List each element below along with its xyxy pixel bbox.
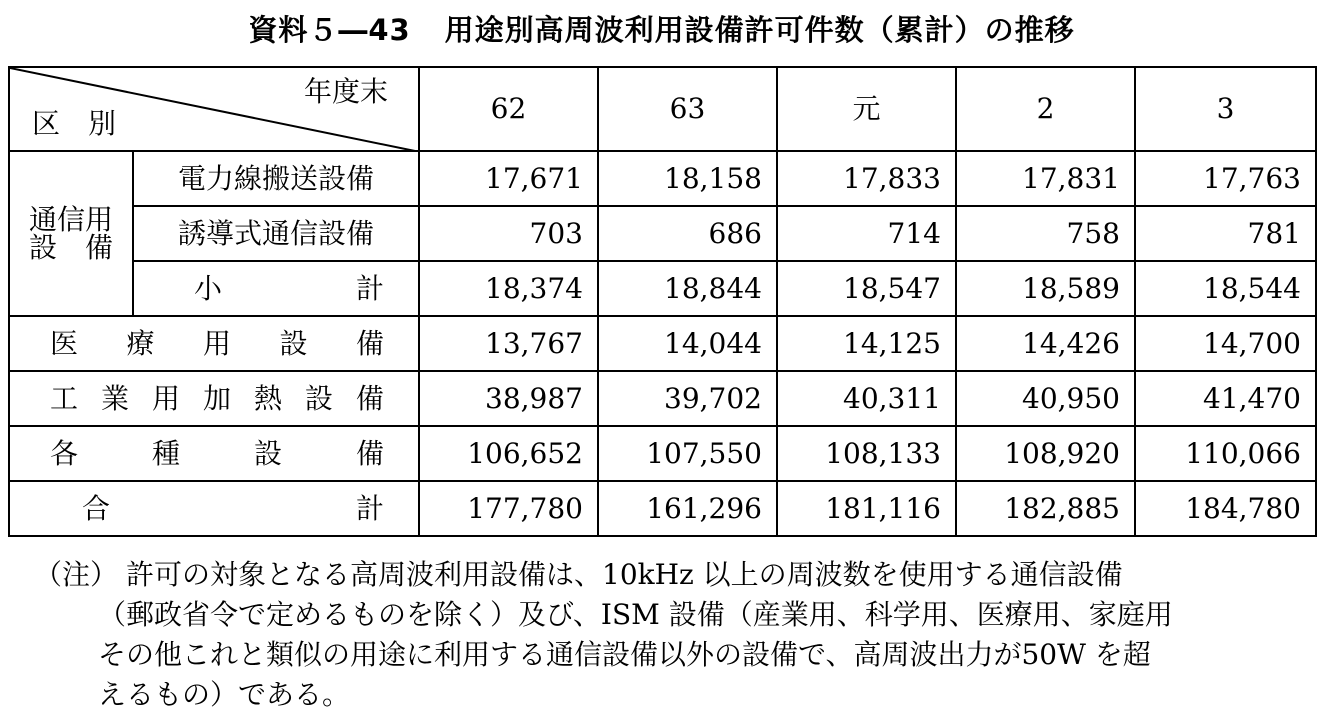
corner-header-cell xyxy=(9,67,419,151)
table-cell: 686 xyxy=(598,206,777,261)
footnote-text: 許可の対象となる高周波利用設備は、10kHz 以上の周波数を使用する通信設備 xyxy=(126,558,1123,591)
title-number: 資料５―43 xyxy=(248,13,411,47)
header-row xyxy=(9,67,1316,151)
table-cell: 14,426 xyxy=(956,316,1135,371)
statistics-table xyxy=(8,66,1317,537)
label-char: 備 xyxy=(355,381,384,415)
table-row xyxy=(9,426,1316,481)
label-char: 計 xyxy=(355,491,384,525)
label-char: 小 xyxy=(194,271,223,305)
table-cell: 714 xyxy=(777,206,956,261)
table-row xyxy=(9,261,1316,316)
table-cell: 14,044 xyxy=(598,316,777,371)
table-cell: 106,652 xyxy=(419,426,598,481)
footnote-line: えるもの）である。 xyxy=(98,678,351,711)
year-header: 元 xyxy=(777,67,956,151)
table-cell: 108,920 xyxy=(956,426,1135,481)
table-row-total xyxy=(9,481,1316,536)
table-cell: 184,780 xyxy=(1135,481,1316,536)
table-cell: 40,311 xyxy=(777,371,956,426)
table-cell: 18,547 xyxy=(777,261,956,316)
label-char: 工 xyxy=(50,381,79,415)
table-cell: 14,125 xyxy=(777,316,956,371)
table-cell: 41,470 xyxy=(1135,371,1316,426)
table-cell: 17,833 xyxy=(777,151,956,206)
table-cell: 703 xyxy=(419,206,598,261)
label-char: 業 xyxy=(100,381,129,415)
footnote-line: その他これと類似の用途に利用する通信設備以外の設備で、高周波出力が50W を超 xyxy=(98,638,1151,671)
label-char: 用 xyxy=(151,381,180,415)
table-cell: 107,550 xyxy=(598,426,777,481)
group-label-line: 設 備 xyxy=(28,230,113,264)
table-cell: 161,296 xyxy=(598,481,777,536)
label-char: 用 xyxy=(202,326,231,360)
label-char: 加 xyxy=(202,381,231,415)
row-label: 電力線搬送設備 xyxy=(133,151,419,206)
label-char: 各 xyxy=(50,436,79,470)
footnote xyxy=(34,555,1294,715)
title-text: 用途別高周波利用設備許可件数（累計）の推移 xyxy=(444,13,1075,47)
table-row xyxy=(9,206,1316,261)
row-label-medical xyxy=(9,316,419,371)
group-label-communication xyxy=(9,151,133,316)
table-cell: 18,158 xyxy=(598,151,777,206)
table-cell: 40,950 xyxy=(956,371,1135,426)
label-char: 種 xyxy=(151,436,180,470)
year-header: 2 xyxy=(956,67,1135,151)
category-label: 区 別 xyxy=(32,107,117,140)
footnote-line: （郵政省令で定めるものを除く）及び、ISM 設備（産業用、科学用、医療用、家庭用 xyxy=(98,598,1173,631)
label-char: 備 xyxy=(355,326,384,360)
table-cell: 110,066 xyxy=(1135,426,1316,481)
table-cell: 108,133 xyxy=(777,426,956,481)
row-label-industrial-heating xyxy=(9,371,419,426)
label-char: 設 xyxy=(304,381,333,415)
row-label-subtotal xyxy=(133,261,419,316)
row-label: 誘導式通信設備 xyxy=(133,206,419,261)
year-end-label: 年度末 xyxy=(303,75,388,108)
label-char: 療 xyxy=(126,326,155,360)
row-label-total xyxy=(9,481,419,536)
table-cell: 781 xyxy=(1135,206,1316,261)
year-header: 62 xyxy=(419,67,598,151)
table-row xyxy=(9,151,1316,206)
table-cell: 17,831 xyxy=(956,151,1135,206)
label-char: 医 xyxy=(50,326,79,360)
row-label-various xyxy=(9,426,419,481)
table-cell: 182,885 xyxy=(956,481,1135,536)
label-char: 合 xyxy=(82,491,111,525)
label-char: 熱 xyxy=(253,381,282,415)
table-row xyxy=(9,316,1316,371)
table-cell: 181,116 xyxy=(777,481,956,536)
table-cell: 758 xyxy=(956,206,1135,261)
table-cell: 18,589 xyxy=(956,261,1135,316)
table-cell: 13,767 xyxy=(419,316,598,371)
label-char: 設 xyxy=(253,436,282,470)
footnote-label: （注） xyxy=(34,558,119,591)
table-cell: 14,700 xyxy=(1135,316,1316,371)
table-cell: 177,780 xyxy=(419,481,598,536)
table-cell: 17,671 xyxy=(419,151,598,206)
table-cell: 39,702 xyxy=(598,371,777,426)
label-char: 備 xyxy=(355,436,384,470)
label-char: 計 xyxy=(355,271,384,305)
label-char: 設 xyxy=(279,326,308,360)
group-label-line: 通信用 xyxy=(28,202,113,236)
table-cell: 38,987 xyxy=(419,371,598,426)
table-cell: 18,374 xyxy=(419,261,598,316)
footnote-line xyxy=(34,555,1294,595)
table-cell: 17,763 xyxy=(1135,151,1316,206)
page-title xyxy=(0,8,1323,49)
year-header: 63 xyxy=(598,67,777,151)
table-cell: 18,844 xyxy=(598,261,777,316)
year-header: 3 xyxy=(1135,67,1316,151)
table-cell: 18,544 xyxy=(1135,261,1316,316)
table-row xyxy=(9,371,1316,426)
